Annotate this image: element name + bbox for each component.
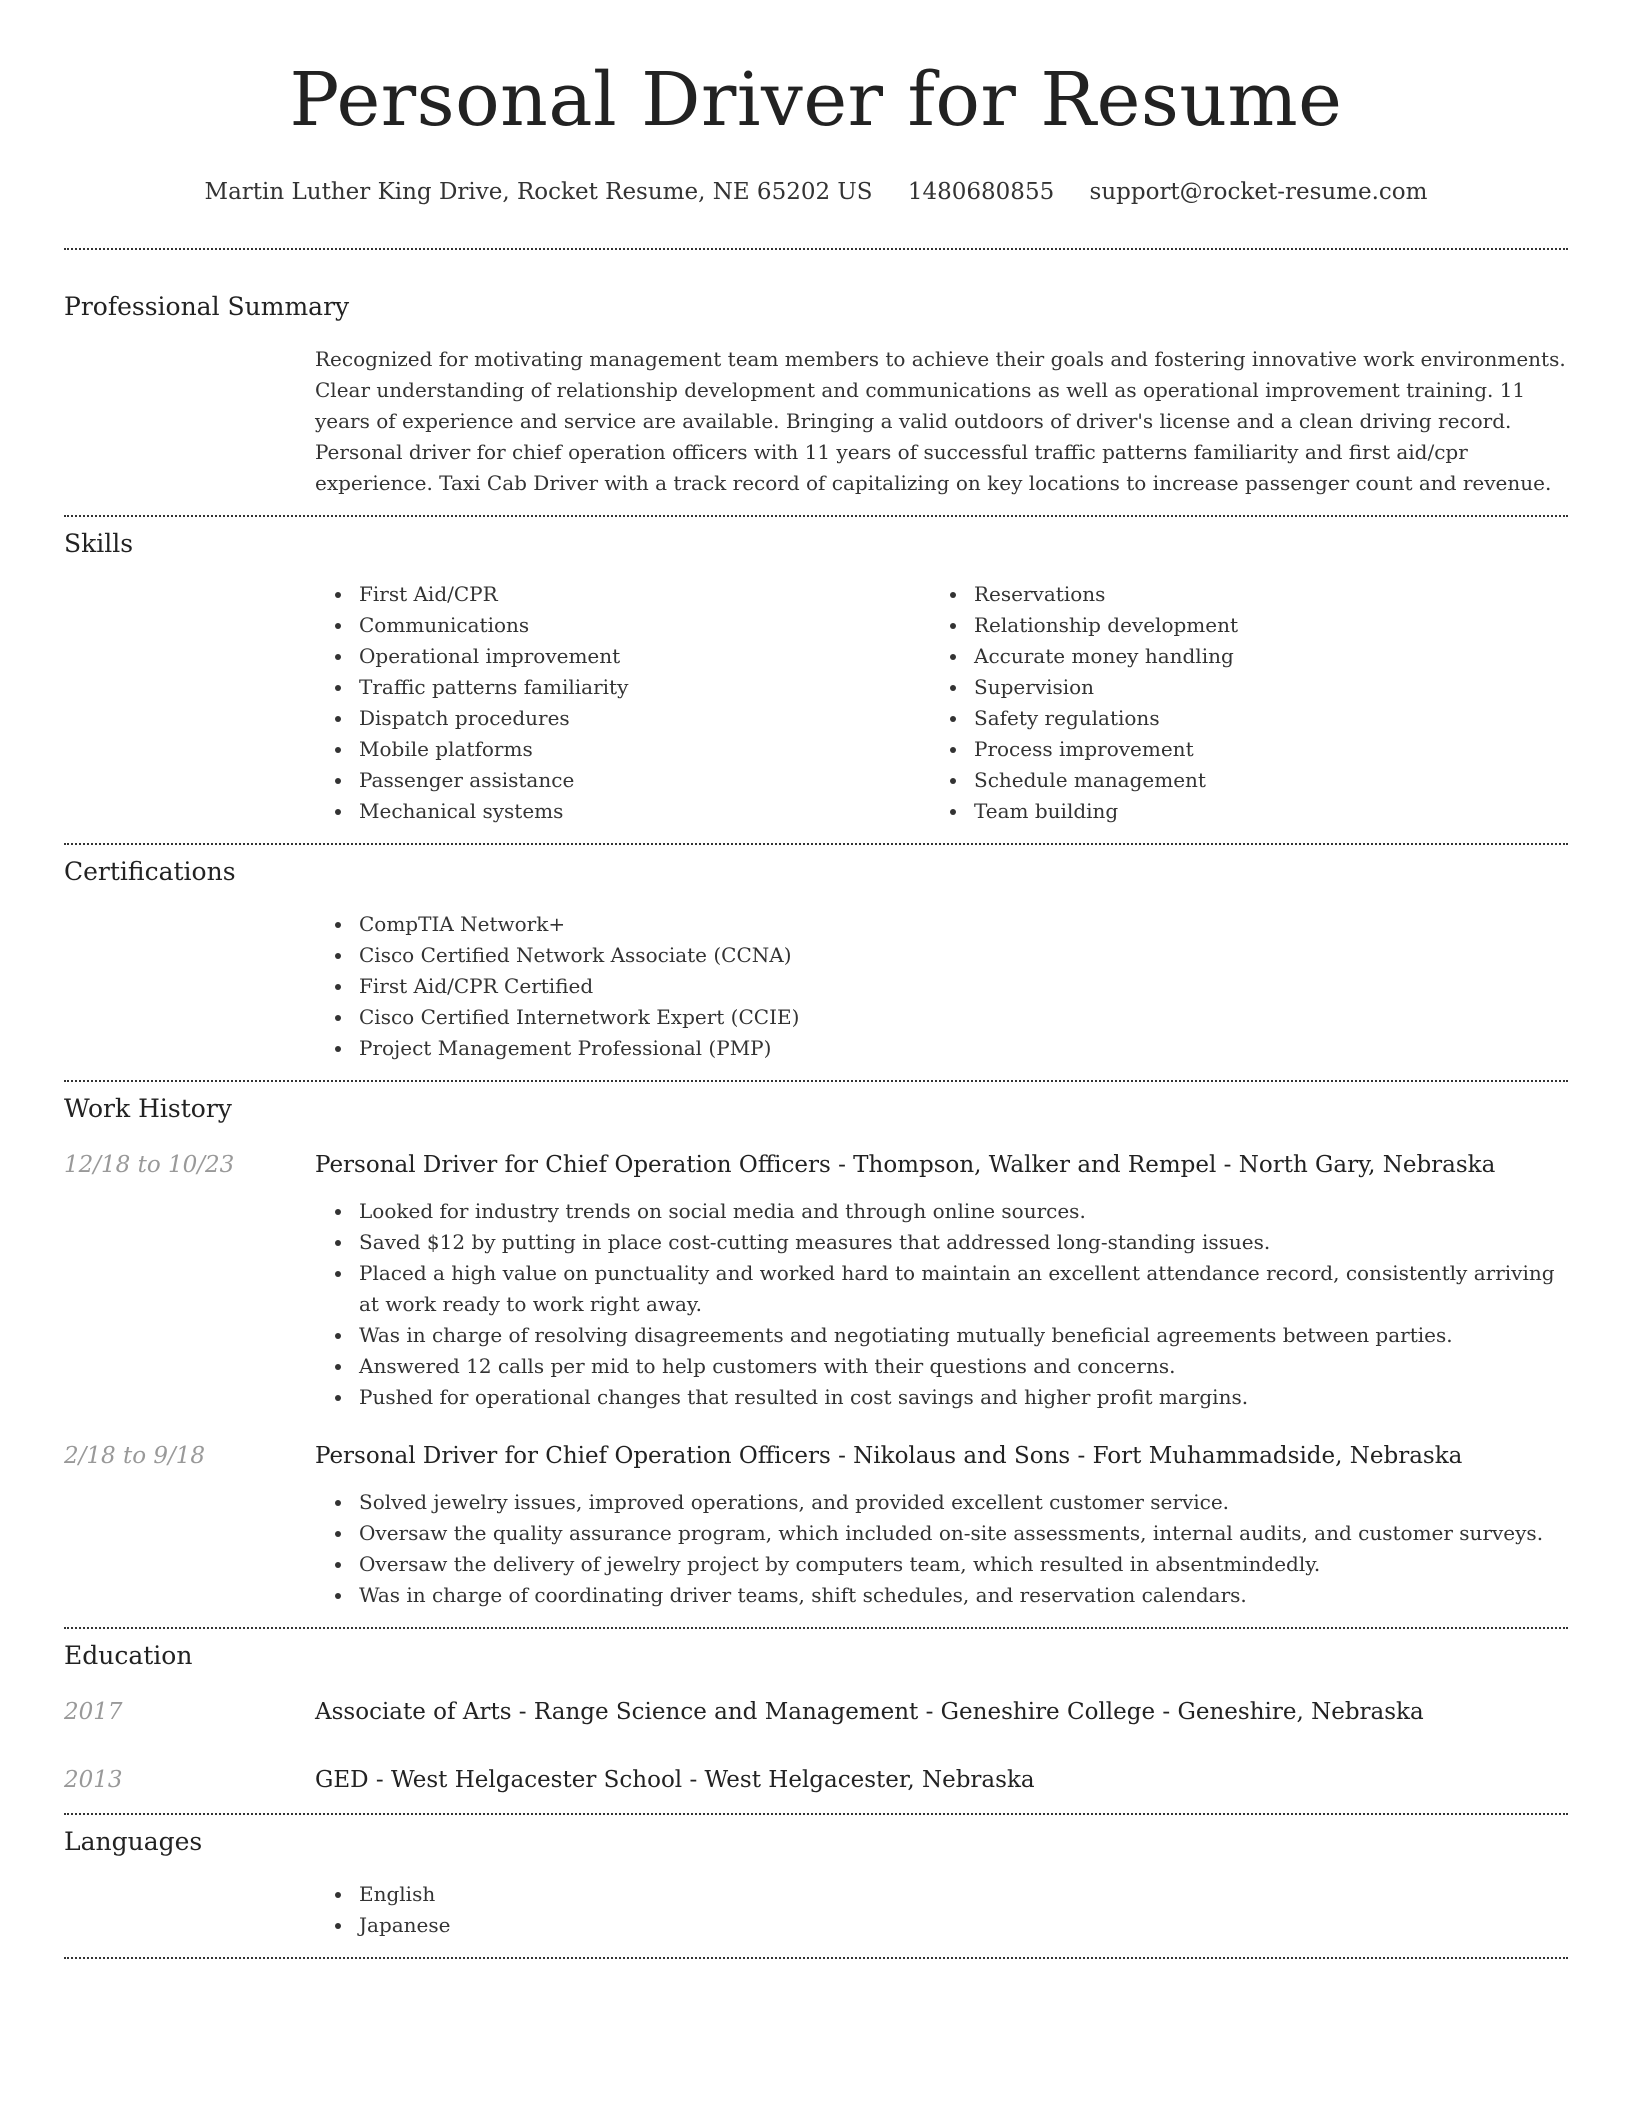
education-entry xyxy=(64,1695,1568,1729)
certification-item: Cisco Certified Network Associate (CCNA) xyxy=(315,940,1568,971)
skill-item: Relationship development xyxy=(930,610,1545,641)
job-dates: 12/18 to 10/23 xyxy=(64,1152,235,1178)
contact-line xyxy=(64,176,1568,208)
job-entry xyxy=(64,1148,1568,1413)
job-bullets xyxy=(315,1487,1568,1611)
job-bullet: Oversaw the delivery of jewelry project by computers team, which resulted in absentmindedly. xyxy=(315,1549,1568,1580)
skill-item: Accurate money handling xyxy=(930,641,1545,672)
summary-text: Recognized for motivating management team members to achieve their goals and fostering innovative work environments. Clear understanding of relationship development and communications as well as operational improvement training. 11 years of experience and service are available. Bringing a valid outdoors of driver's license and a clean driving record. Personal driver for chief operation officers with 11 years of successful traffic patterns familiarity and first aid/cpr experience. Taxi Cab Driver with a track record of capitalizing on key locations to increase passenger count and revenue. xyxy=(315,347,1566,495)
certification-item: Cisco Certified Internetwork Expert (CCIE) xyxy=(315,1002,1568,1033)
email-text: support@rocket-resume.com xyxy=(1089,179,1428,205)
skill-item: Team building xyxy=(930,796,1545,827)
resume-header xyxy=(64,0,1568,208)
skill-item: Traffic patterns familiarity xyxy=(315,672,930,703)
certification-item: First Aid/CPR Certified xyxy=(315,971,1568,1002)
languages-section xyxy=(64,1815,1568,1941)
skill-item: Passenger assistance xyxy=(315,765,930,796)
skill-item: First Aid/CPR xyxy=(315,579,930,610)
job-heading: Personal Driver for Chief Operation Officers - Thompson, Walker and Rempel - North Gary, Nebraska xyxy=(315,1152,1496,1178)
phone-text: 1480680855 xyxy=(907,179,1055,205)
job-bullet: Looked for industry trends on social media and through online sources. xyxy=(315,1196,1568,1227)
summary-heading: Professional Summary xyxy=(64,292,350,321)
job-heading: Personal Driver for Chief Operation Officers - Nikolaus and Sons - Fort Muhammadside, Nebraska xyxy=(315,1443,1463,1469)
education-text: Associate of Arts - Range Science and Management - Geneshire College - Geneshire, Nebraska xyxy=(315,1699,1424,1725)
job-bullet: Saved $12 by putting in place cost-cutting measures that addressed long-standing issues. xyxy=(315,1227,1568,1258)
address-text: Martin Luther King Drive, Rocket Resume, NE 65202 US xyxy=(204,179,873,205)
skills-list-right xyxy=(930,579,1545,827)
languages-heading: Languages xyxy=(64,1827,203,1856)
work-history-heading: Work History xyxy=(64,1094,232,1123)
skills-section xyxy=(64,517,1568,827)
job-bullet: Oversaw the quality assurance program, which included on-site assessments, internal audits, and customer surveys. xyxy=(315,1518,1568,1549)
education-text: GED - West Helgacester School - West Helgacester, Nebraska xyxy=(315,1767,1035,1793)
education-section xyxy=(64,1629,1568,1797)
skill-item: Safety regulations xyxy=(930,703,1545,734)
languages-list xyxy=(315,1879,1568,1941)
language-item: Japanese xyxy=(315,1910,1568,1941)
certifications-section xyxy=(64,845,1568,1064)
skill-item: Process improvement xyxy=(930,734,1545,765)
certifications-list xyxy=(315,909,1568,1064)
skill-item: Schedule management xyxy=(930,765,1545,796)
skill-item: Dispatch procedures xyxy=(315,703,930,734)
job-bullets xyxy=(315,1196,1568,1413)
job-bullet: Solved jewelry issues, improved operations, and provided excellent customer service. xyxy=(315,1487,1568,1518)
job-dates: 2/18 to 9/18 xyxy=(64,1443,206,1469)
skills-list-left xyxy=(315,579,930,827)
job-bullet: Was in charge of resolving disagreements and negotiating mutually beneficial agreements between parties. xyxy=(315,1320,1568,1351)
skill-item: Mechanical systems xyxy=(315,796,930,827)
skill-item: Communications xyxy=(315,610,930,641)
summary-section xyxy=(64,250,1568,499)
job-bullet: Pushed for operational changes that resulted in cost savings and higher profit margins. xyxy=(315,1382,1568,1413)
job-bullet: Placed a high value on punctuality and worked hard to maintain an excellent attendance record, consistently arriving at work ready to work right away. xyxy=(315,1258,1568,1320)
language-item: English xyxy=(315,1879,1568,1910)
certification-item: CompTIA Network+ xyxy=(315,909,1568,940)
job-entry xyxy=(64,1439,1568,1611)
education-year: 2017 xyxy=(64,1699,123,1725)
candidate-name: Personal Driver for Resume xyxy=(289,57,1343,143)
certifications-heading: Certifications xyxy=(64,857,236,886)
skills-heading: Skills xyxy=(64,529,134,558)
education-year: 2013 xyxy=(64,1767,123,1793)
skill-item: Reservations xyxy=(930,579,1545,610)
section-divider xyxy=(64,1957,1568,1959)
skill-item: Operational improvement xyxy=(315,641,930,672)
job-bullet: Was in charge of coordinating driver teams, shift schedules, and reservation calendars. xyxy=(315,1580,1568,1611)
work-history-section xyxy=(64,1082,1568,1611)
skill-item: Mobile platforms xyxy=(315,734,930,765)
certification-item: Project Management Professional (PMP) xyxy=(315,1033,1568,1064)
job-bullet: Answered 12 calls per mid to help customers with their questions and concerns. xyxy=(315,1351,1568,1382)
education-heading: Education xyxy=(64,1641,193,1670)
education-entry xyxy=(64,1763,1568,1797)
skill-item: Supervision xyxy=(930,672,1545,703)
